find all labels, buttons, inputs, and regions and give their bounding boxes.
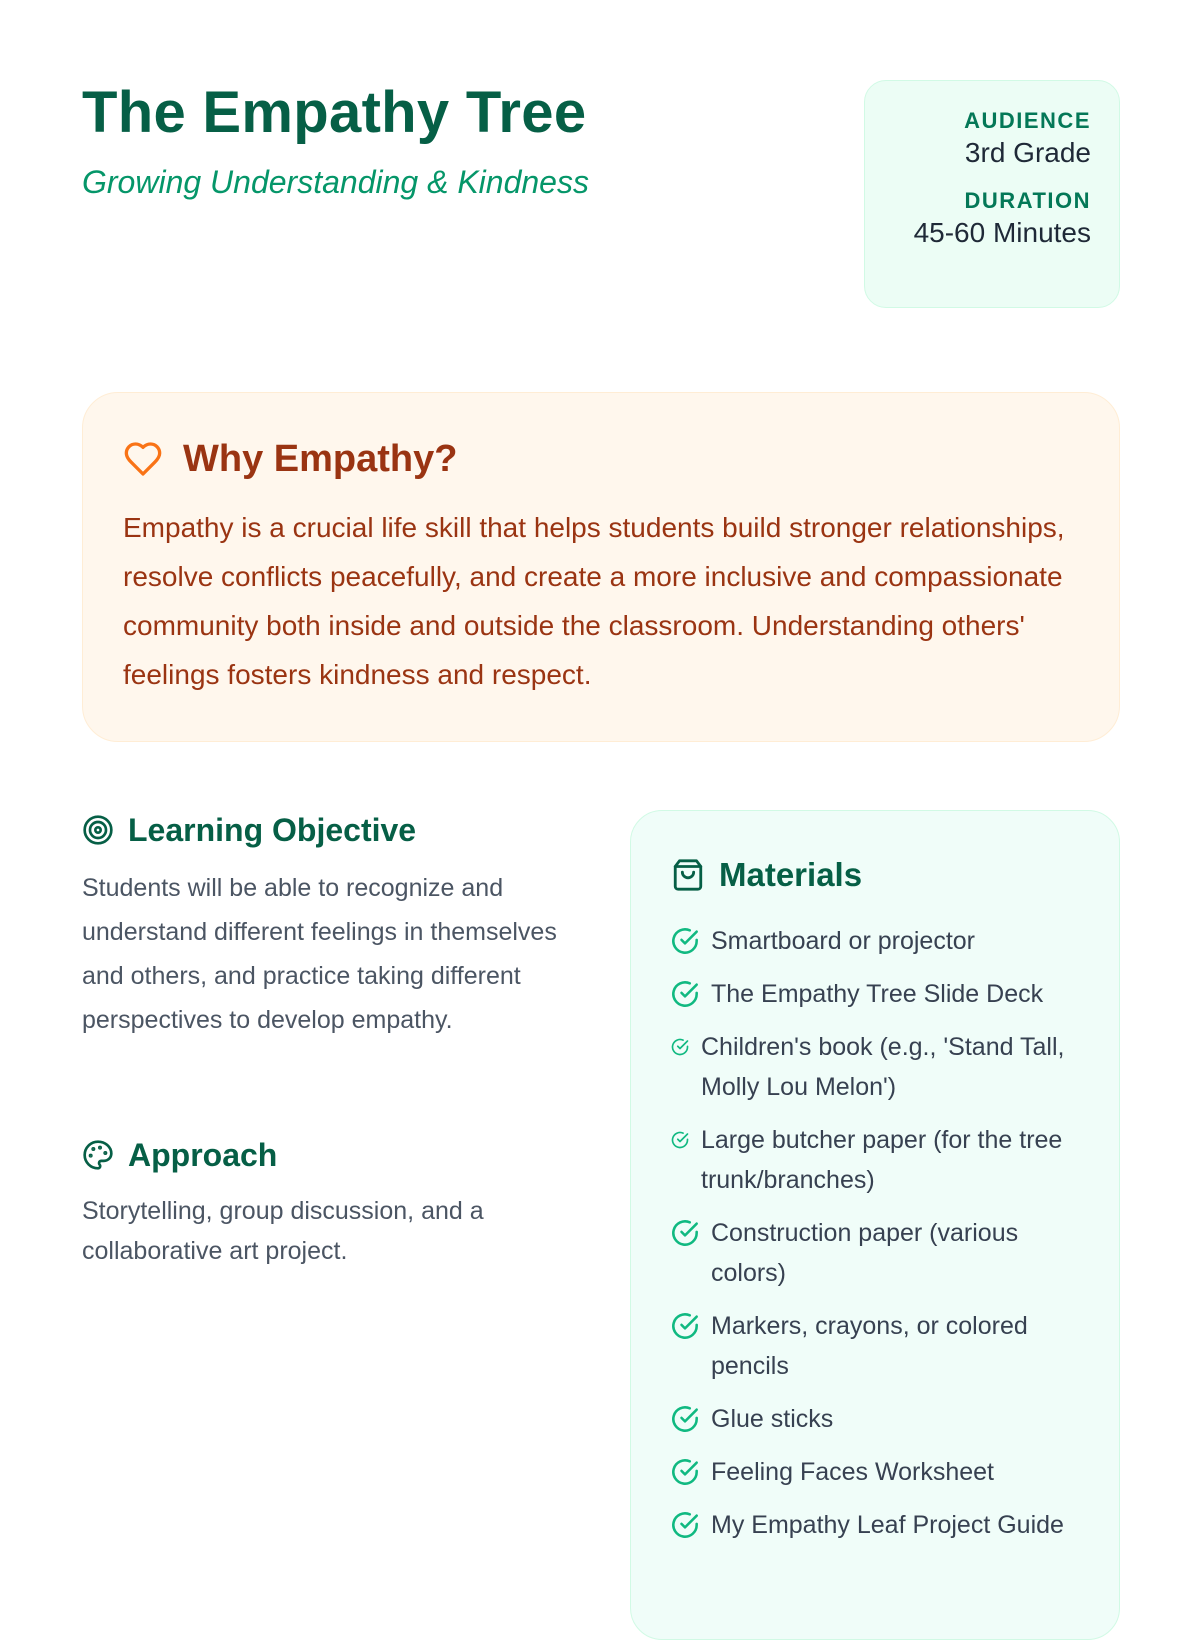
check-circle-icon	[671, 1038, 689, 1056]
materials-header	[671, 851, 1089, 899]
audience-value: 3rd Grade	[964, 137, 1091, 168]
shopping-bag-icon	[671, 858, 705, 892]
page-title: The Empathy Tree	[82, 80, 587, 145]
list-item	[671, 1505, 1089, 1545]
list-item	[671, 1027, 1089, 1107]
check-circle-icon	[671, 1458, 699, 1486]
audience-label: AUDIENCE	[964, 108, 1091, 133]
list-item	[671, 1120, 1089, 1200]
why-empathy-title: Why Empathy?	[183, 437, 458, 480]
material-label: The Empathy Tree Slide Deck	[711, 980, 1044, 1008]
check-circle-icon	[671, 1219, 699, 1247]
lesson-meta-card	[864, 80, 1120, 308]
page-subtitle: Growing Understanding & Kindness	[82, 164, 589, 200]
why-empathy-header	[123, 435, 1079, 483]
learning-objective-section	[82, 808, 582, 1042]
list-item	[671, 1399, 1089, 1439]
materials-list	[671, 921, 1089, 1545]
list-item	[671, 1452, 1089, 1492]
duration-value: 45-60 Minutes	[913, 217, 1091, 248]
approach-title: Approach	[128, 1136, 278, 1173]
check-circle-icon	[671, 1405, 699, 1433]
approach-header	[82, 1133, 582, 1177]
check-circle-icon	[671, 1511, 699, 1539]
materials-title: Materials	[719, 856, 863, 893]
learning-objective-header	[82, 808, 582, 852]
list-item	[671, 974, 1089, 1014]
list-item	[671, 921, 1089, 961]
list-item	[671, 1306, 1089, 1386]
approach-section	[82, 1133, 582, 1271]
why-empathy-text: Empathy is a crucial life skill that helps students build stronger relationships, resolve conflicts peacefully, and create a more inclusive and compassionate community both inside and outside the classroom. Understanding others' feelings fosters kindness and respect.	[123, 512, 1065, 690]
target-icon	[82, 814, 114, 846]
learning-objective-text: Students will be able to recognize and understand different feelings in themselves and others, and practice taking different perspectives to develop empathy.	[82, 874, 557, 1034]
material-label: Feeling Faces Worksheet	[711, 1458, 994, 1486]
material-label: Large butcher paper (for the tree trunk/branches)	[701, 1126, 1063, 1194]
duration-label: DURATION	[964, 188, 1091, 213]
check-circle-icon	[671, 1131, 689, 1149]
material-label: Glue sticks	[711, 1405, 834, 1433]
check-circle-icon	[671, 1312, 699, 1340]
material-label: Markers, crayons, or colored pencils	[711, 1312, 1028, 1380]
material-label: Smartboard or projector	[711, 927, 976, 955]
material-label: Children's book (e.g., 'Stand Tall, Molly Lou Melon')	[701, 1033, 1065, 1101]
heart-icon	[123, 439, 163, 479]
why-empathy-card	[82, 392, 1120, 742]
list-item	[671, 1213, 1089, 1293]
palette-icon	[82, 1139, 114, 1171]
material-label: My Empathy Leaf Project Guide	[711, 1511, 1064, 1539]
check-circle-icon	[671, 927, 699, 955]
materials-card	[630, 810, 1120, 1640]
material-label: Construction paper (various colors)	[711, 1219, 1019, 1287]
check-circle-icon	[671, 980, 699, 1008]
approach-text: Storytelling, group discussion, and a collaborative art project.	[82, 1197, 484, 1265]
page-header	[82, 78, 782, 202]
learning-objective-title: Learning Objective	[128, 811, 417, 848]
